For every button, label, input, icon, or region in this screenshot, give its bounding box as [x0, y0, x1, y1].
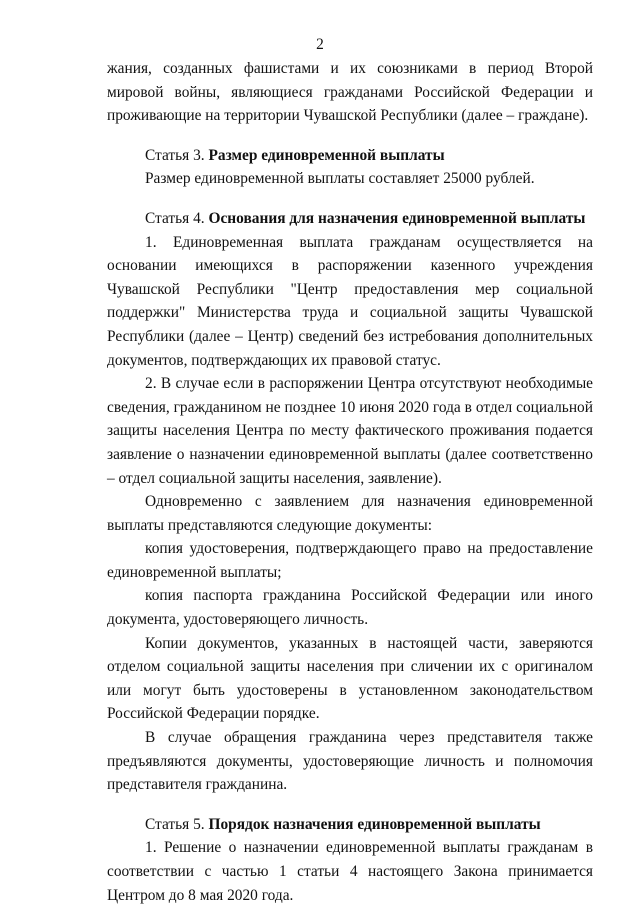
- article-5-title: Порядок назначения единовременной выплаты: [208, 815, 541, 833]
- article-4-paragraph: 1. Единовременная выплата гражданам осуществляется на основании имеющихся в распоряжении казенного учреждения Чувашской Республики "Центр предоставления мер социальной поддержки" Министерства труда и социальной защиты Чувашской Республики (далее – Центр) сведений без истребования дополнительных документов, подтверждающих их правовой статус.: [107, 233, 593, 369]
- intro-paragraph: жания, созданных фашистами и их союзниками в период Второй мировой войны, являющиеся гражданами Российской Федерации и проживающие на территории Чувашской Республики (далее – граждане).: [107, 60, 593, 125]
- article-3-heading: [107, 144, 593, 168]
- article-3-prefix: Статья 3.: [145, 146, 205, 164]
- document-body: [107, 57, 593, 907]
- article-4-paragraph: копия паспорта гражданина Российской Федерации или иного документа, удостоверяющего личность.: [107, 587, 593, 629]
- article-4-paragraph: В случае обращения гражданина через представителя также предъявляются документы, удостоверяющие личность и полномочия представителя гражданина.: [107, 729, 593, 794]
- article-4-paragraph: Копии документов, указанных в настоящей части, заверяются отделом социальной защиты населения при сличении их с оригиналом или могут быть удостоверены в установленном законодательством Российской Федерации порядке.: [107, 634, 593, 723]
- article-5-paragraph: 1. Решение о назначении единовременной выплаты гражданам в соответствии с частью 1 статьи 4 настоящего Закона принимается Центром до 8 мая 2020 года.: [107, 839, 593, 904]
- article-5-heading: [107, 813, 593, 837]
- article-3-title: Размер единовременной выплаты: [208, 146, 445, 164]
- page-number: 2: [316, 36, 324, 53]
- article-4-heading: [107, 207, 593, 231]
- article-4-title: Основания для назначения единовременной выплаты: [208, 209, 586, 227]
- article-4-prefix: Статья 4.: [145, 209, 205, 227]
- article-3-paragraph: Размер единовременной выплаты составляет 25000 рублей.: [145, 170, 535, 188]
- article-4-paragraph: Одновременно с заявлением для назначения единовременной выплаты представляются следующие документы:: [107, 493, 593, 534]
- article-4-paragraph: 2. В случае если в распоряжении Центра отсутствуют необходимые сведения, гражданином не позднее 10 июня 2020 года в отдел социальной защиты населения Центра по месту фактического проживания подается заявление о назначении единовременной выплаты (далее соответственно – отдел социальной защиты населения, заявление).: [107, 375, 593, 487]
- article-5-prefix: Статья 5.: [145, 815, 205, 833]
- article-4-paragraph: копия удостоверения, подтверждающего право на предоставление единовременной выплаты;: [107, 540, 593, 581]
